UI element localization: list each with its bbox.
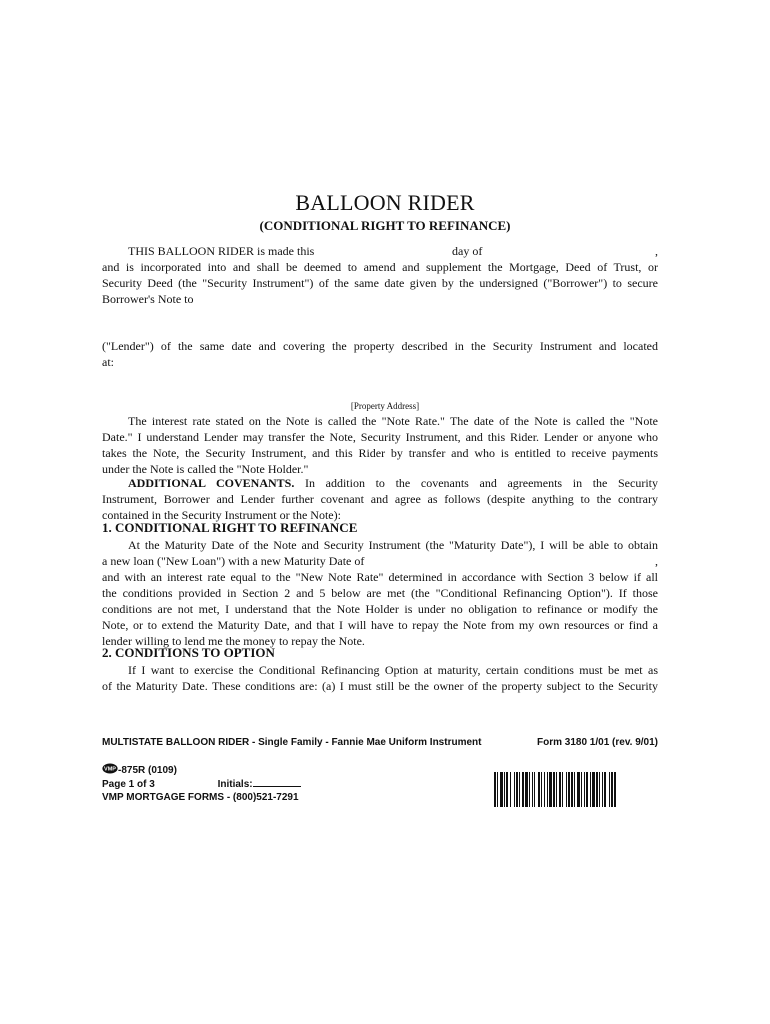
- vmp-logo-text: VMP: [104, 766, 116, 773]
- note-rate-line: under the Note is called the "Note Holder.": [102, 462, 309, 476]
- section-1-line: and with an interest rate equal to the "New Note Rate" determined in accordance with Section 3 below if all: [102, 570, 658, 584]
- covenants-heading: ADDITIONAL COVENANTS.: [128, 476, 295, 490]
- section-1-line: [102, 553, 658, 569]
- section-2-heading: 2. CONDITIONS TO OPTION: [102, 645, 275, 660]
- footer-form-number: Form 3180 1/01 (rev. 9/01): [537, 737, 658, 748]
- note-rate-line: takes the Note, the Security Instrument, and this Rider by transfer and who is entitled to receive payments: [102, 446, 658, 460]
- intro-text-made-this: THIS BALLOON RIDER is made this: [128, 244, 315, 258]
- covenants-line: contained in the Security Instrument or the Note):: [102, 508, 341, 522]
- footer-page-line: [102, 777, 301, 791]
- paragraph-line: Security Deed (the "Security Instrument") of the same date given by the undersigned ("Borrower") to secure: [102, 276, 658, 290]
- footer-form-code-line: [102, 763, 301, 777]
- section-1-line: At the Maturity Date of the Note and Security Instrument (the "Maturity Date"), I will be able to obtain: [128, 538, 658, 552]
- note-rate-line: Date." I understand Lender may transfer the Note, Security Instrument, and this Rider. Lender or anyone who: [102, 430, 658, 444]
- section-1-line: conditions are not met, I understand that the Note Holder is under no obligation to refinance or modify the: [102, 602, 658, 616]
- intro-text-day-of: day of: [452, 244, 483, 258]
- section-1-line: Note, or to extend the Maturity Date, and that I will have to repay the Note from my own resources or find a: [102, 618, 658, 632]
- initials-field[interactable]: [253, 777, 301, 787]
- footer-initials-label: Initials:: [217, 779, 253, 790]
- footer-form-line: [102, 737, 658, 748]
- document-subtitle: (CONDITIONAL RIGHT TO REFINANCE): [259, 218, 511, 233]
- section-2-line: If I want to exercise the Conditional Refinancing Option at maturity, certain conditions must be met as: [128, 663, 658, 677]
- barcode-icon: [494, 772, 657, 807]
- lender-line: at:: [102, 355, 114, 369]
- section-1-line: lender willing to lend me the money to repay the Note.: [102, 634, 365, 648]
- footer-form-code: -875R (0109): [118, 765, 177, 776]
- lender-line: ("Lender") of the same date and covering the property described in the Security Instrument and located: [102, 339, 658, 353]
- vmp-logo-icon: [102, 763, 118, 774]
- covenants-line: Instrument, Borrower and Lender further covenant and agree as follows (despite anything to the contrary: [102, 492, 658, 506]
- document-title: BALLOON RIDER: [295, 190, 475, 215]
- footer-form-title: MULTISTATE BALLOON RIDER - Single Family - Fannie Mae Uniform Instrument: [102, 737, 482, 748]
- footer-page-number: Page 1 of 3: [102, 779, 155, 790]
- intro-text-comma: ,: [655, 244, 658, 258]
- footer-block: [102, 763, 301, 804]
- section-2-line: of the Maturity Date. These conditions are: (a) I must still be the owner of the property subject to the Security: [102, 679, 658, 693]
- section-1-new-maturity-text: a new loan ("New Loan") with a new Maturity Date of: [102, 554, 365, 568]
- property-address-label: [Property Address]: [350, 401, 420, 411]
- section-1-line: the conditions provided in Section 2 and 5 below are met (the "Conditional Refinancing Option"). If those: [102, 586, 658, 600]
- note-rate-line: The interest rate stated on the Note is called the "Note Rate." The date of the Note is called the "Note: [128, 414, 658, 428]
- covenants-line: [102, 475, 658, 491]
- paragraph-line: and is incorporated into and shall be deemed to amend and supplement the Mortgage, Deed of Trust, or: [102, 260, 658, 274]
- section-1-comma: ,: [655, 554, 658, 568]
- footer-company: VMP MORTGAGE FORMS - (800)521-7291: [102, 792, 299, 803]
- paragraph-line: Borrower's Note to: [102, 292, 194, 306]
- covenants-text: In addition to the covenants and agreements in the Security: [304, 476, 658, 490]
- section-1-heading: 1. CONDITIONAL RIGHT TO REFINANCE: [102, 520, 358, 535]
